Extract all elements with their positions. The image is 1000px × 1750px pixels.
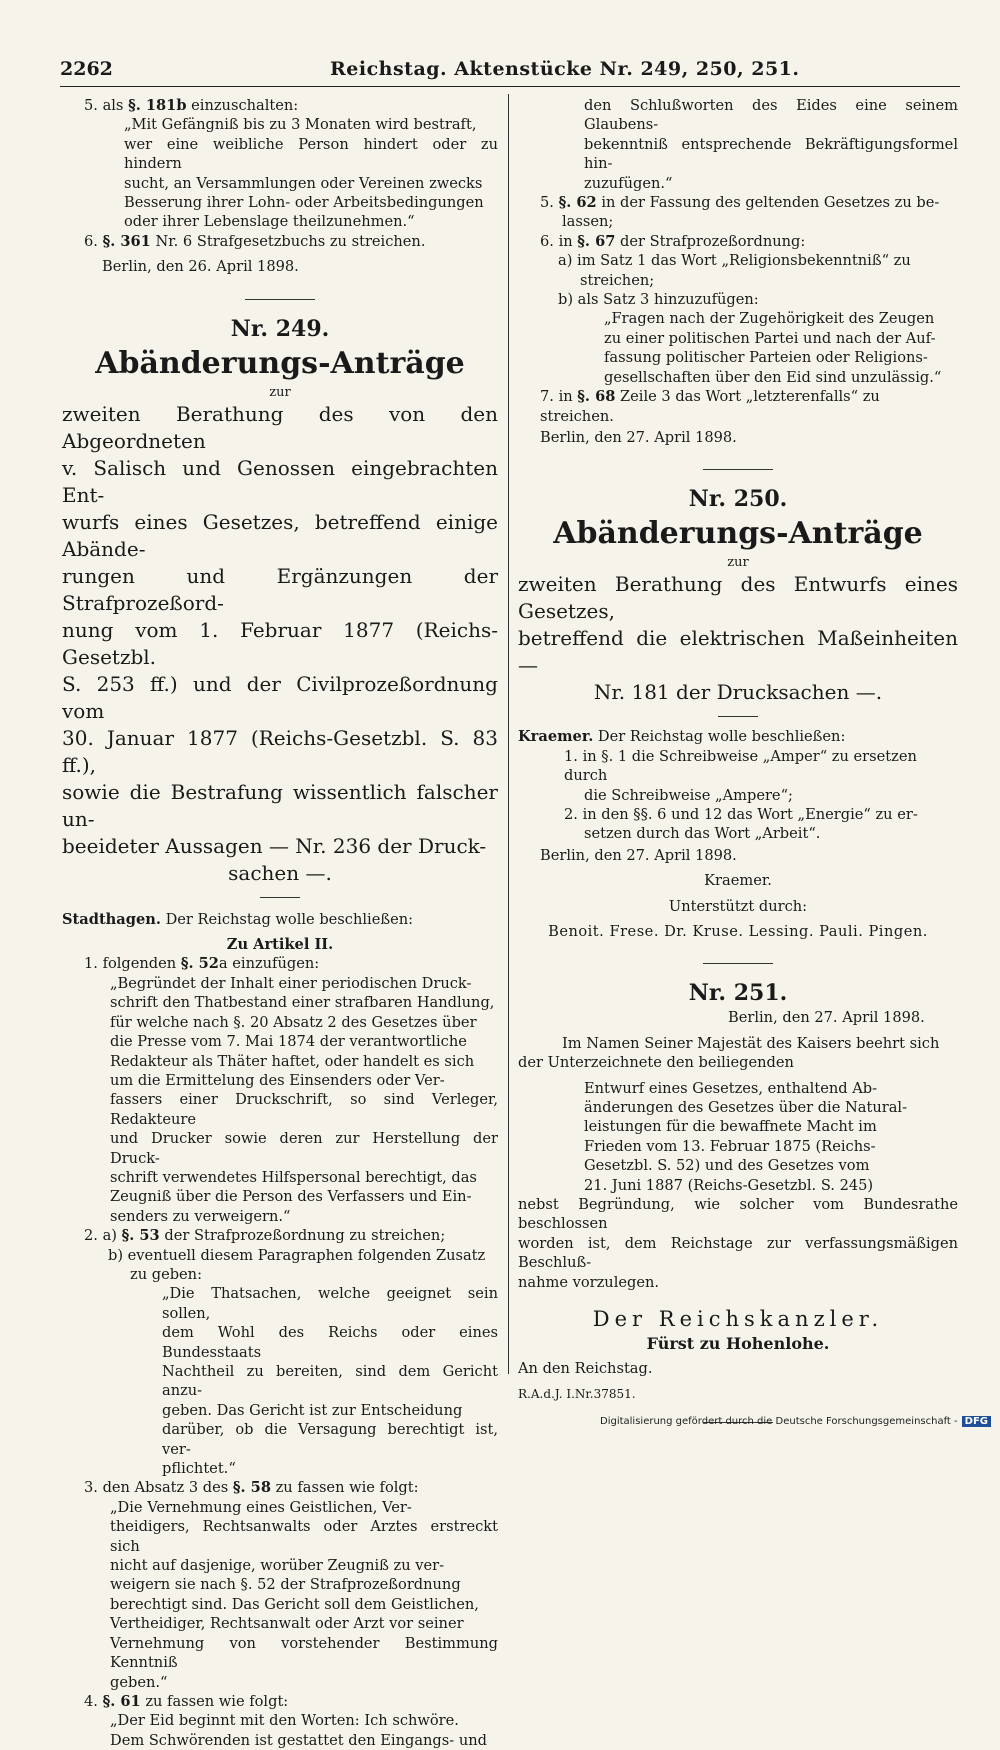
date-line: Berlin, den 27. April 1898. bbox=[540, 846, 737, 864]
separator-rule bbox=[245, 299, 315, 300]
amendment-5-continued: lassen; bbox=[562, 213, 614, 231]
amendment-1: 1. folgenden §. 52a einzufügen: bbox=[84, 955, 320, 973]
section-heading: Zu Artikel II. bbox=[226, 936, 334, 954]
dfg-logo: DFG bbox=[962, 1416, 991, 1427]
quote-61-continued: den Schlußworten des Eides eine seinem Glaubens- bekenntniß entsprechende Bekräftigungsformel hin- zuzufügen.“ bbox=[584, 97, 958, 192]
header-rule bbox=[60, 86, 960, 87]
reference-number: R.A.d.J. I.Nr.37851. bbox=[518, 1386, 636, 1401]
digitization-footer bbox=[600, 1416, 991, 1427]
submission-intro: Im Namen Seiner Majestät des Kaisers beehrt sich der Unterzeichnete den beiliegenden bbox=[518, 1034, 940, 1072]
quote-52a: „Begründet der Inhalt einer periodischen Druck- schrift den Thatbestand einer strafbaren Handlung, für welche nach §. 20 Absatz 2 des Gesetzes über die Presse vom 7. Mai 1874 der verantwortliche Redakteur als Thäter haftet, oder handelt es sich um die Ermittelung des Einsenders oder Ver- fassers einer Druckschrift, so sind Verleger, Redakteure und Drucker sowie deren zur Herstellung der Druck- schrift verwendetes Hilfspersonal berechtigt, das Zeugniß über die Person des Verfassers und Ein- senders zu verweigern.“ bbox=[110, 974, 498, 1225]
running-title: Reichstag. Aktenstücke Nr. 249, 250, 251. bbox=[330, 58, 800, 80]
amendment-3: 3. den Absatz 3 des §. 58 zu fassen wie folgt: bbox=[84, 1479, 419, 1497]
right-column bbox=[518, 96, 958, 1437]
amendment-6: 6. in §. 67 der Strafprozeßordnung: bbox=[540, 232, 806, 250]
date-line: Berlin, den 27. April 1898. bbox=[728, 1009, 925, 1027]
document-number-250: Nr. 250. bbox=[688, 486, 788, 513]
signer: Kraemer. bbox=[704, 872, 772, 890]
separator-rule bbox=[718, 716, 758, 717]
column-divider bbox=[508, 94, 509, 1374]
quote-181b: „Mit Gefängniß bis zu 3 Monaten wird bestraft, wer eine weibliche Person hindert oder zu hindern sucht, an Versammlungen oder Vereinen zwecks Besserung ihrer Lohn- oder Arbeitsbedingungen oder ihrer Lebenslage theilzunehmen.“ bbox=[124, 116, 498, 231]
kraemer-item-1: 1. in §. 1 die Schreibweise „Amper“ zu ersetzen durch die Schreibweise „Ampere“; bbox=[564, 747, 917, 804]
subject-249: zweiten Berathung des von den Abgeordneten v. Salisch und Genossen eingebrachten Ent- wurfs eines Gesetzes, betreffend einige Abände- rungen und Ergänzungen der Strafprozeßord- nung vom 1. Februar 1877 (Reichs-Gesetzbl. S. 253 ff.) und der Civilprozeßordnung vom 30. Januar 1877 (Reichs-Gesetzbl. S. 83 ff.), sowie die Bestrafung wissentlich falscher un- beeideter Aussagen — Nr. 236 der Druck- sachen —. bbox=[62, 401, 498, 885]
page-header bbox=[60, 58, 960, 88]
chancellor-title: Der Reichskanzler. bbox=[592, 1307, 884, 1332]
subject-250: zweiten Berathung des Entwurfs eines Gesetzes, betreffend die elektrischen Maßeinheiten — Nr. 181 der Drucksachen —. bbox=[518, 572, 958, 705]
document-number-251: Nr. 251. bbox=[688, 980, 788, 1007]
draft-title: Entwurf eines Gesetzes, enthaltend Ab- änderungen des Gesetzes über die Natural- leistungen für die bewaffnete Macht im Frieden vom 13. Februar 1875 (Reichs- Gesetzbl. S. 52) und des Gesetzes vom 21. Juni 1887 (Reichs-Gesetzbl. S. 245) bbox=[584, 1079, 908, 1194]
quote-53: „Die Thatsachen, welche geeignet sein sollen, dem Wohl des Reichs oder eines Bundesstaats Nachtheil zu bereiten, sind dem Gericht anzu- geben. Das Gericht ist zur Entscheidung darüber, ob die Versagung berechtigt ist, ver- pflichtet.“ bbox=[162, 1285, 498, 1478]
amendment-5: 5. §. 62 in der Fassung des geltenden Gesetzes zu be- bbox=[540, 194, 940, 212]
quote-58: „Die Vernehmung eines Geistlichen, Ver- theidigers, Rechtsanwalts oder Arztes erstreckt sich nicht auf dasjenige, worüber Zeugniß zu ver- weigern sie nach §. 52 der Strafprozeßordnung berechtigt sind. Das Gericht soll dem Geistlichen, Vertheidiger, Rechtsanwalt oder Arzt vor seiner Vernehmung von vorstehender Bestimmung Kenntniß geben.“ bbox=[110, 1498, 498, 1691]
zur-249: zur bbox=[269, 384, 291, 400]
date-line: Berlin, den 27. April 1898. bbox=[540, 428, 737, 446]
heading-250: Abänderungs-Anträge bbox=[553, 516, 923, 552]
supporters: Benoit. Frese. Dr. Kruse. Lessing. Pauli. Pingen. bbox=[548, 922, 928, 940]
amendment-2a: 2. a) §. 53 der Strafprozeßordnung zu streichen; bbox=[84, 1227, 446, 1245]
document-number-249: Nr. 249. bbox=[230, 315, 330, 342]
heading-249: Abänderungs-Anträge bbox=[95, 345, 465, 381]
quote-61: „Der Eid beginnt mit den Worten: Ich schwöre. Dem Schwörenden ist gestattet den Eingangs- und bbox=[110, 1712, 487, 1749]
motion-stadthagen: Stadthagen. Der Reichstag wolle beschließen: bbox=[62, 910, 414, 928]
item-6: 6. §. 361 Nr. 6 Strafgesetzbuchs zu streichen. bbox=[84, 232, 426, 250]
submission-closing: nebst Begründung, wie solcher vom Bundesrathe beschlossen worden ist, dem Reichstage zur verfassungsmäßigen Beschluß- nahme vorzulegen. bbox=[518, 1196, 958, 1291]
amendment-7: 7. in §. 68 Zeile 3 das Wort „letzterenfalls“ zu streichen. bbox=[540, 388, 880, 425]
amendment-6a: a) im Satz 1 das Wort „Religionsbekenntniß“ zu streichen; bbox=[558, 252, 911, 289]
amendment-4: 4. §. 61 zu fassen wie folgt: bbox=[84, 1692, 289, 1710]
kraemer-item-2: 2. in den §§. 6 und 12 das Wort „Energie“ zu er- setzen durch das Wort „Arbeit“. bbox=[564, 805, 918, 843]
addressee: An den Reichstag. bbox=[518, 1360, 653, 1378]
item-5: 5. als §. 181b einzuschalten: bbox=[84, 97, 299, 114]
date-line: Berlin, den 26. April 1898. bbox=[102, 258, 299, 276]
page-number: 2262 bbox=[60, 58, 113, 80]
footer-text: Digitalisierung gefördert durch die Deutsche Forschungsgemeinschaft - bbox=[600, 1416, 958, 1427]
quote-67: „Fragen nach der Zugehörigkeit des Zeugen zu einer politischen Partei und nach der Auf- fassung politischer Parteien oder Religions- gesellschaften über den Eid sind unzulässig.“ bbox=[604, 310, 942, 386]
left-column bbox=[62, 96, 498, 1750]
motion-kraemer: Kraemer. Der Reichstag wolle beschließen: bbox=[518, 728, 846, 746]
separator-rule bbox=[260, 897, 300, 898]
zur-250: zur bbox=[727, 555, 749, 571]
chancellor-name: Fürst zu Hohenlohe. bbox=[646, 1334, 830, 1354]
separator-rule bbox=[703, 963, 773, 964]
amendment-6b: b) als Satz 3 hinzuzufügen: bbox=[558, 291, 759, 309]
supported-by-label: Unterstützt durch: bbox=[668, 897, 808, 915]
amendment-2b: b) eventuell diesem Paragraphen folgenden Zusatz zu geben: bbox=[108, 1246, 486, 1283]
separator-rule bbox=[703, 469, 773, 470]
